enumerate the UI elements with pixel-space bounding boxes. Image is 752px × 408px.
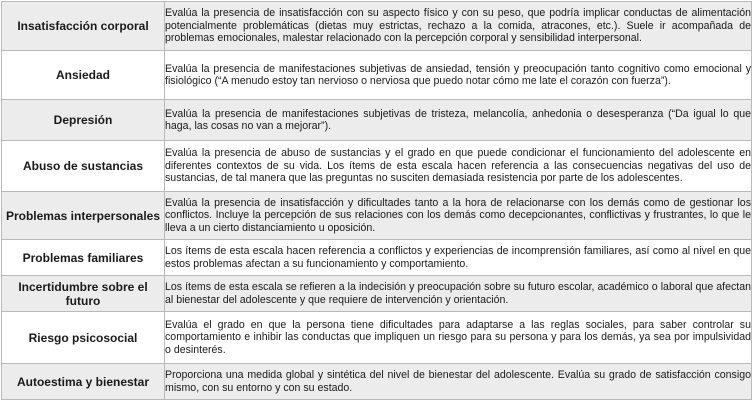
scale-name: Autoestima y bienestar	[2, 364, 165, 400]
table-row	[2, 141, 752, 192]
table-row	[2, 100, 752, 141]
table-row	[2, 2, 752, 51]
table-row	[2, 192, 752, 240]
scale-name: Riesgo psicosocial	[2, 312, 165, 364]
scale-name: Incertidumbre sobre el futuro	[2, 276, 165, 312]
scale-description: Evalúa la presencia de abuso de sustancias y el grado en que puede condicionar el funcionamiento del adolescente en diferentes contextos de su vida. Los ítems de esta escala hacen referencia a las consecuencias negativas del uso de sustancias, de tal manera que las preguntas no susciten demasiada resistencia por parte de los adolescentes.	[165, 141, 752, 192]
scale-description: Evalúa el grado en que la persona tiene dificultades para adaptarse a las reglas sociales, para saber controlar su comportamiento e inhibir las conductas que impliquen un riesgo para su persona y para los demás, ya sea por impulsividad o desinterés.	[165, 312, 752, 364]
scale-description: Evalúa la presencia de insatisfacción con su aspecto físico y con su peso, que podría implicar conductas de alimentación potencialmente problemáticas (dietas muy estrictas, rechazo a la comida, atracones, etc.). Suele ir acompañada de problemas emocionales, malestar relacionado con la percepción corporal y sensibilidad interpersonal.	[165, 2, 752, 51]
table-row	[2, 364, 752, 400]
scale-name: Depresión	[2, 100, 165, 141]
scale-name: Abuso de sustancias	[2, 141, 165, 192]
scale-description: Proporciona una medida global y sintética del nivel de bienestar del adolescente. Evalúa su grado de satisfacción consigo mismo, con su entorno y con su estado.	[165, 364, 752, 400]
table-row	[2, 312, 752, 364]
scale-description: Los ítems de esta escala se refieren a la indecisión y preocupación sobre su futuro escolar, académico o laboral que afectan al bienestar del adolescente y que requiere de intervención y orientación.	[165, 276, 752, 312]
table-row	[2, 240, 752, 276]
table-row	[2, 51, 752, 100]
scale-description: Los ítems de esta escala hacen referencia a conflictos y experiencias de incomprensión familiares, así como al nivel en que estos problemas afectan a su funcionamiento y comportamiento.	[165, 240, 752, 276]
scale-name: Ansiedad	[2, 51, 165, 100]
scale-name: Problemas interpersonales	[2, 192, 165, 240]
scale-description: Evalúa la presencia de manifestaciones subjetivas de tristeza, melancolía, anhedonia o desesperanza (“Da igual lo que haga, las cosas no van a mejorar”).	[165, 100, 752, 141]
scales-table	[1, 1, 752, 400]
scale-description: Evalúa la presencia de manifestaciones subjetivas de ansiedad, tensión y preocupación tanto cognitivo como emocional y fisiológico (“A menudo estoy tan nervioso o nerviosa que puedo notar cómo me late el corazón con fuerza”).	[165, 51, 752, 100]
scale-name: Problemas familiares	[2, 240, 165, 276]
table-row	[2, 276, 752, 312]
scale-description: Evalúa la presencia de insatisfacción y dificultades tanto a la hora de relacionarse con los demás como de gestionar los conflictos. Incluye la percepción de sus relaciones con los demás como decepcionantes, conflictivas y frustrantes, lo que le lleva a un cierto distanciamiento u oposición.	[165, 192, 752, 240]
scale-name: Insatisfacción corporal	[2, 2, 165, 51]
